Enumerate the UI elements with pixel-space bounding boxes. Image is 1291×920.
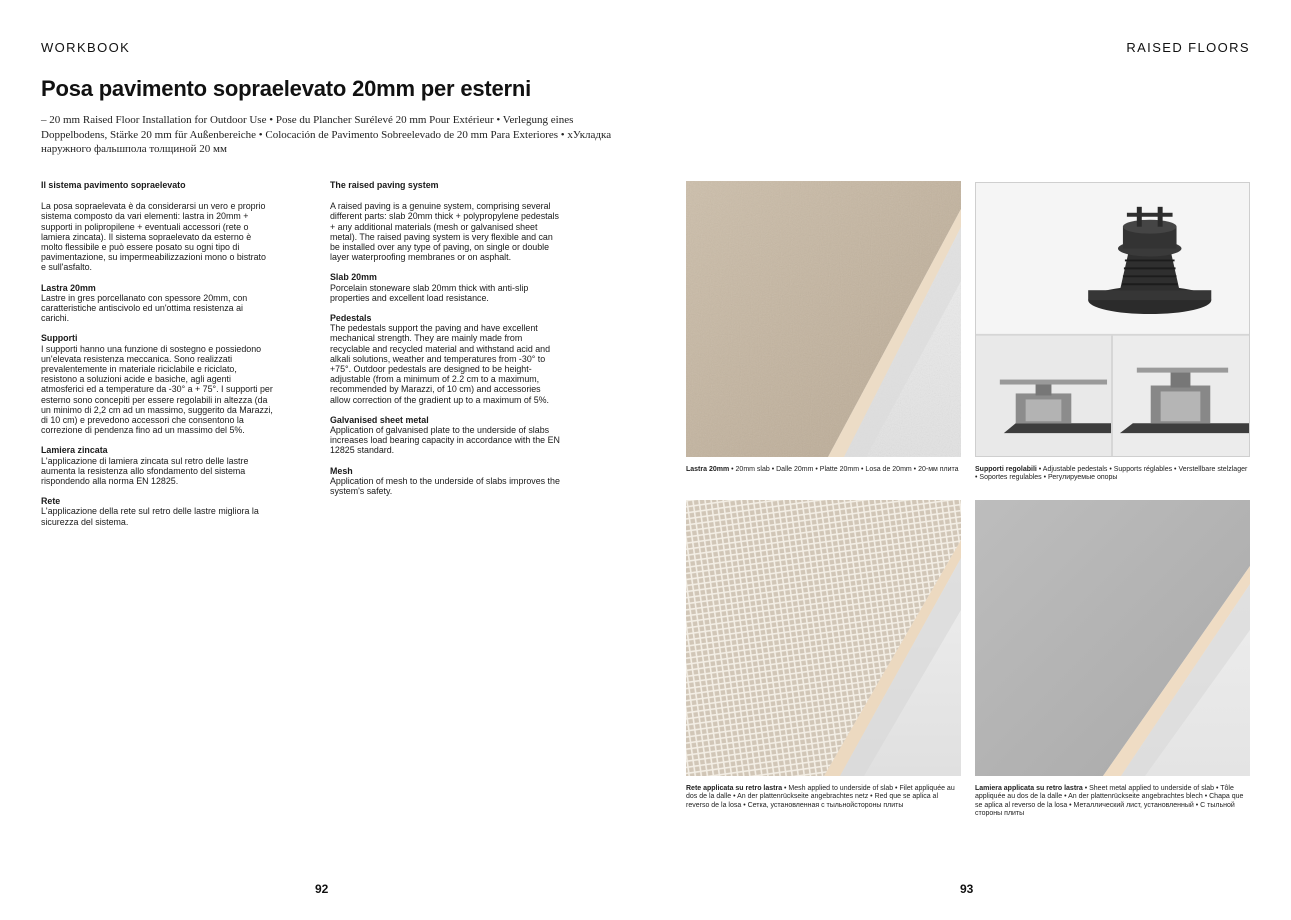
italian-column: [41, 180, 273, 537]
caption-text: • Sheet metal applied to underside of slab • Tôle appliquée au dos de la dalle • An der plattenrückseite angebrachtes blech • Chapa que se aplica al reverso de la losa • Металлический лист, установленный • С тыльной стороны плиты: [975, 785, 1244, 817]
english-section-galvanised-sheet: [330, 415, 562, 456]
section-text: Porcelain stoneware slab 20mm thick with anti-slip properties and excellent load resistance.: [330, 282, 529, 303]
english-heading: The raised paving system: [330, 180, 439, 190]
running-header-right: RAISED FLOORS: [1126, 40, 1250, 55]
section-text: Application of mesh to the underside of slabs improves the system's safety.: [330, 475, 560, 497]
caption-pedestal: [975, 466, 1251, 483]
italian-section-mesh: [41, 496, 273, 527]
caption-sheet-metal: [975, 785, 1251, 818]
english-intro: A raised paving is a genuine system, comprising several different parts: slab 20mm thick + polypropylene pedestals + any additional materials (mesh or galvanised sheet metal). The raised paving system is very flexible and can be installed over any type of paving, on single or double layer waterproofing membranes or on asphalt.: [330, 201, 559, 263]
section-text: Lastre in gres porcellanato con spessore 20mm, con caratteristiche antiscivolo ed un'ottima resistenza ai carichi.: [41, 292, 248, 324]
section-title: Rete: [41, 496, 61, 507]
caption-title: Rete applicata su retro lastra: [686, 785, 783, 792]
caption-title: Lamiera applicata su retro lastra: [975, 785, 1083, 792]
section-title: Lamiera zincata: [41, 445, 108, 456]
english-section-mesh: [330, 466, 562, 497]
caption-slab: [686, 466, 962, 474]
italian-section-galvanised-sheet: [41, 445, 273, 486]
caption-title: Supporti regolabili: [975, 466, 1037, 473]
section-title: Supporti: [41, 333, 78, 344]
porcelain-slab-photo: [686, 181, 961, 457]
sheet-metal-backed-slab-photo: [975, 500, 1250, 776]
section-text: L'applicazione della rete sul retro delle lastre migliora la sicurezza del sistema.: [41, 506, 259, 527]
english-column: [330, 180, 562, 506]
italian-section-slab: [41, 283, 273, 324]
section-text: L'applicazione di lamiera zincata sul retro delle lastre aumenta la resistenza allo sfondamento del sistema rispondendo alla norma EN 12825.: [41, 455, 249, 487]
caption-text: • 20mm slab • Dalle 20mm • Platte 20mm • Losa de 20mm • 20-мм плита: [729, 466, 959, 473]
section-text: I supporti hanno una funzione di sostegno e possiedono un'elevata resistenza meccanica. Sono realizzati prevalentemente in materiale riciclabile e riciclato, resistono a soluzioni acide e basiche, agli agenti atmosferici ed a temperature da -30° a + 75°. I supporti per esterno sono concepiti per essere regolabili in altezza (da un minimo di 2,2 cm ad un massimo, suggerito da Marazzi, di 10 cm) e prevedono accessori che consentono la correzione di pendenza fino ad un massimo del 5%.: [41, 343, 273, 436]
italian-intro: La posa sopraelevata è da considerarsi un vero e proprio sistema composto da vari elementi: lastra in 20mm + supporti in polipropilene + eventuali accessori (rete o lamiera zincata). Il sistema sopraelevato da esterno è molto flessibile e può essere posato su ogni tipo di pavimentazione, su impermeabilizzazioni mono o bistrato e sull'asfalto.: [41, 201, 266, 273]
section-title: Lastra 20mm: [41, 282, 96, 293]
caption-text: • Adjustable pedestals • Supports réglables • Verstellbare stelzlager • Soportes regulables • Регулируемые опоры: [975, 466, 1248, 482]
section-title: Mesh: [330, 465, 353, 476]
caption-mesh: [686, 785, 962, 810]
italian-heading: Il sistema pavimento sopraelevato: [41, 180, 186, 190]
caption-title: Lastra 20mm: [686, 466, 730, 473]
running-header-left: WORKBOOK: [41, 40, 131, 55]
page-number-left: 92: [315, 882, 329, 896]
page-title: Posa pavimento sopraelevato 20mm per esterni: [41, 76, 532, 101]
italian-section-supports: [41, 333, 273, 435]
caption-text: • Mesh applied to underside of slab • Filet appliquée au dos de la dalle • An der plattenrückseite angebrachtes netz • Red que se aplica al reverso de la losa • Сетка, установленная с тыльнойстороны плиты: [686, 785, 955, 809]
page-number-right: 93: [960, 882, 974, 896]
section-title: Slab 20mm: [330, 272, 377, 283]
section-text: The pedestals support the paving and have excellent mechanical strength. They are mainly made from recyclable and recycled material and withstand acid and alkali solutions, weather and temperatures from -30° to +75°. Outdoor pedestals are designed to be height-adjustable (from a minimum of 2.2 cm to a maximum, recommended by Marazzi, of 10 cm) and accessories allow correction of the gradient up to a maximum of 5%.: [330, 323, 551, 405]
section-title: Pedestals: [330, 313, 372, 324]
english-section-slab: [330, 272, 562, 303]
section-title: Galvanised sheet metal: [330, 414, 429, 425]
adjustable-pedestal-photo: [975, 182, 1250, 457]
section-text: Application of galvanised plate to the underside of slabs increases load bearing capacity in accordance with the EN 12825 standard.: [330, 425, 560, 456]
page-subtitle-translations: – 20 mm Raised Floor Installation for Outdoor Use • Pose du Plancher Surélevé 20 mm Pour Extérieur • Verlegung eines Doppelbodens, Stärke 20 mm für Außenbereiche • Colocación de Pavimento Sobreelevado de 20 mm Para Exteriores • хУкладка наружного фальшпола толщиной 20 мм: [41, 114, 612, 155]
english-section-pedestals: [330, 313, 562, 405]
mesh-backed-slab-photo: [686, 500, 961, 776]
